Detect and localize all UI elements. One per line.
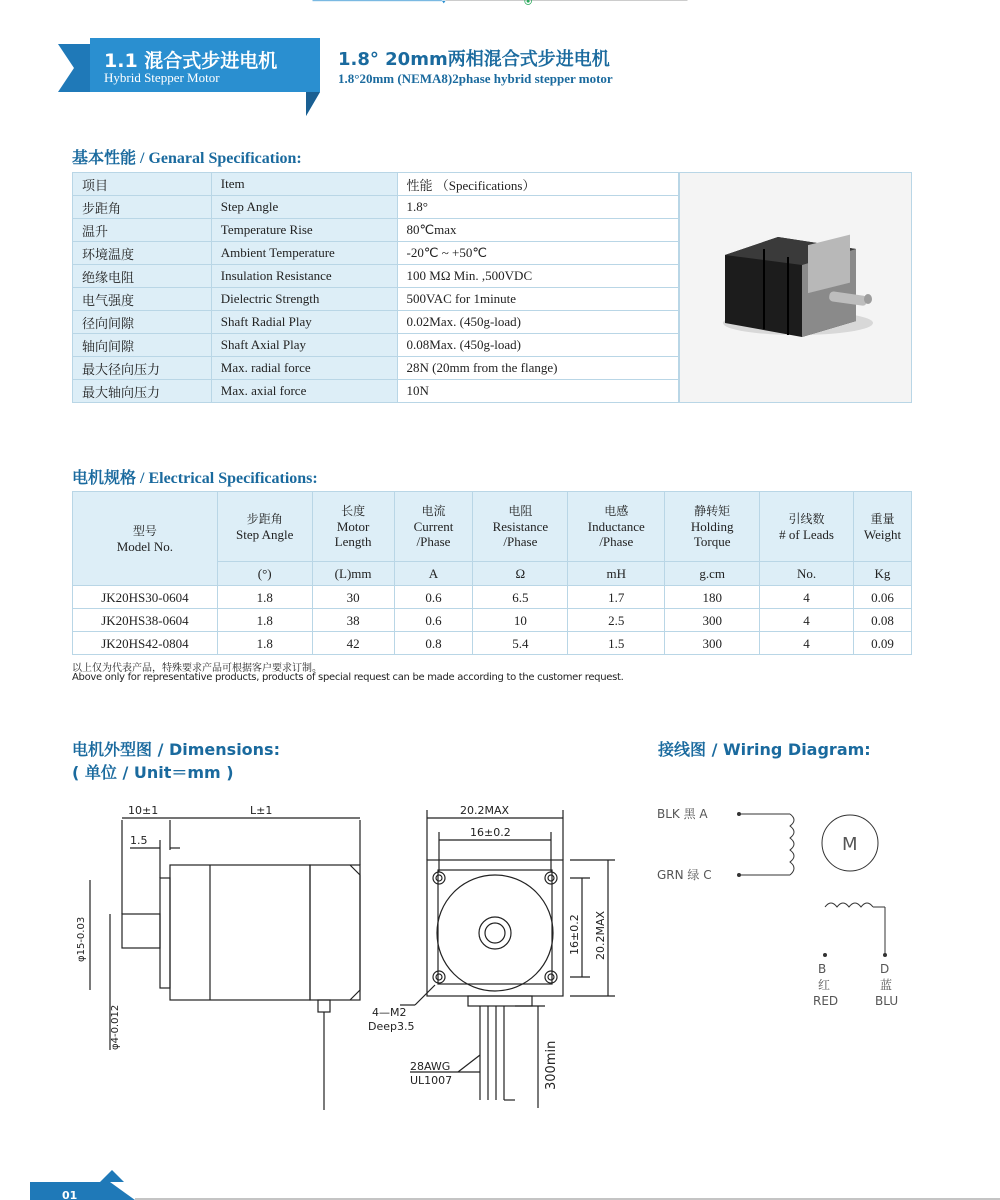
electrical-cell: 300 [665, 609, 760, 632]
dim-height-max: 20.2MAX [594, 910, 607, 960]
electrical-spec-table [72, 491, 912, 655]
dim-depth: Deep3.5 [368, 1020, 415, 1033]
dim-hole-pitch-v: 16±0.2 [568, 914, 581, 955]
section-title-cn: 1.1 混合式步进电机 [104, 50, 278, 72]
electrical-header-cn: 重量 [870, 511, 895, 526]
electrical-unit-cell: (°) [217, 562, 312, 586]
electrical-header-cn: 引线数 [788, 511, 825, 526]
general-spec-row [73, 380, 679, 403]
electrical-header-en1: Inductance [587, 519, 645, 534]
electrical-cell: 300 [665, 632, 760, 655]
electrical-header-cn: 电阻 [508, 504, 533, 518]
electrical-unit-cell: A [394, 562, 473, 586]
electrical-header-cell [394, 492, 473, 562]
electrical-cell: JK20HS42-0804 [73, 632, 218, 655]
general-spec-en: Insulation Resistance [211, 265, 397, 288]
electrical-cell: 1.8 [217, 632, 312, 655]
general-spec-table [72, 172, 679, 403]
general-spec-en: Dielectric Strength [211, 288, 397, 311]
general-spec-en: Shaft Radial Play [211, 311, 397, 334]
footer-bar [0, 1170, 1000, 1200]
dimensions-unit: ( 单位 / Unit＝mm ) [72, 763, 234, 782]
general-spec-en: Max. radial force [211, 357, 397, 380]
electrical-header-en2: /Phase [599, 534, 634, 549]
electrical-header-cn: 型号 [132, 523, 157, 538]
general-spec-row [73, 196, 679, 219]
dim-body-len: L±1 [250, 804, 273, 817]
dim-holes: 4—M2 [372, 1006, 407, 1019]
electrical-unit-cell: Kg [853, 562, 911, 586]
electrical-cell: 0.09 [853, 632, 911, 655]
general-spec-val: 1.8° [397, 196, 678, 219]
general-spec-cn: 绝缘电阻 [73, 265, 212, 288]
electrical-cell: 1.7 [568, 586, 665, 609]
general-spec-en: Max. axial force [211, 380, 397, 403]
wiring-diagram [655, 795, 915, 1025]
electrical-header-cn: 电感 [604, 504, 629, 518]
dim-boss-dia: φ15-0.03 [76, 916, 87, 962]
dim-lead-len: 300min [544, 1040, 559, 1090]
electrical-header-cn: 静转矩 [694, 504, 731, 518]
wire-d-letter: D [880, 962, 890, 976]
general-spec-row [73, 334, 679, 357]
motor-symbol: M [842, 834, 858, 855]
wiring-heading: 接线图 / Wiring Diagram: [658, 740, 871, 759]
electrical-unit-cell: No. [760, 562, 854, 586]
general-spec-row [73, 242, 679, 265]
electrical-unit-cell: g.cm [665, 562, 760, 586]
wire-b-en: RED [813, 994, 839, 1008]
electrical-cell: 4 [760, 609, 854, 632]
electrical-cell: 38 [312, 609, 394, 632]
electrical-header-en1: Weight [863, 526, 902, 542]
general-spec-cn: 项目 [73, 173, 212, 196]
general-spec-row [73, 288, 679, 311]
general-spec-val: 0.08Max. (450g-load) [397, 334, 678, 357]
general-spec-cn: 步距角 [73, 196, 212, 219]
electrical-header-cn: 步距角 [246, 511, 283, 526]
motor-photo [679, 172, 912, 403]
dim-ul: UL1007 [410, 1074, 453, 1087]
electrical-row [73, 632, 912, 655]
electrical-header-en1: Model No. [116, 538, 174, 554]
general-spec-val: 100 MΩ Min. ,500VDC [397, 265, 678, 288]
electrical-cell: 10 [473, 609, 568, 632]
electrical-cell: JK20HS38-0604 [73, 609, 218, 632]
electrical-cell: 0.08 [853, 609, 911, 632]
electrical-header-en2: /Phase [503, 534, 538, 549]
electrical-header-cell [665, 492, 760, 562]
electrical-header-en2: Torque [693, 534, 731, 549]
electrical-cell: 0.6 [394, 586, 473, 609]
general-spec-cn: 电气强度 [73, 288, 212, 311]
electrical-header-en1: Holding [690, 519, 734, 534]
electrical-header-en1: Motor [336, 519, 370, 534]
general-spec-en: Step Angle [211, 196, 397, 219]
electrical-header-en1: Current [413, 519, 454, 534]
electrical-cell: 180 [665, 586, 760, 609]
dim-shaft-dia: φ4-0.012 [110, 1004, 121, 1050]
wire-c-label: GRN 绿 C [657, 868, 712, 882]
product-title-en: 1.8°20mm (NEMA8)2phase hybrid stepper motor [338, 71, 613, 86]
electrical-row [73, 586, 912, 609]
dim-hole-pitch: 16±0.2 [470, 826, 511, 839]
electrical-spec-heading: 电机规格 / Electrical Specifications: [72, 470, 318, 487]
dim-width-max: 20.2MAX [460, 804, 510, 817]
general-spec-en: Item [211, 173, 397, 196]
general-spec-val: 500VAC for 1minute [397, 288, 678, 311]
electrical-header-cell [473, 492, 568, 562]
general-spec-val: 10N [397, 380, 678, 403]
electrical-header-cn: 电流 [421, 504, 446, 518]
page-number: 01 [62, 1189, 78, 1200]
general-spec-cn: 最大轴向压力 [73, 380, 212, 403]
general-spec-val: 80℃max [397, 219, 678, 242]
product-title-cn: 1.8° 20mm两相混合式步进电机 [338, 49, 610, 70]
dim-awg: 28AWG [410, 1060, 451, 1073]
electrical-header-cn: 长度 [341, 504, 366, 518]
general-spec-row [73, 265, 679, 288]
dimensions-heading: 电机外型图 / Dimensions: [72, 740, 280, 759]
electrical-header-cell [568, 492, 665, 562]
general-spec-cn: 温升 [73, 219, 212, 242]
electrical-header-cell [217, 492, 312, 562]
dim-shaft-len: 10±1 [128, 804, 159, 817]
general-spec-cn: 环境温度 [73, 242, 212, 265]
electrical-cell: 0.06 [853, 586, 911, 609]
general-spec-row [73, 357, 679, 380]
electrical-unit-cell: Ω [473, 562, 568, 586]
electrical-header-en1: # of Leads [779, 526, 834, 542]
electrical-cell: 5.4 [473, 632, 568, 655]
electrical-cell: 1.8 [217, 609, 312, 632]
electrical-cell: 6.5 [473, 586, 568, 609]
electrical-header-cell [312, 492, 394, 562]
electrical-cell: 4 [760, 586, 854, 609]
dimension-drawing [60, 790, 620, 1120]
electrical-row [73, 609, 912, 632]
motor-front [427, 860, 563, 996]
general-spec-cn: 轴向间隙 [73, 334, 212, 357]
wire-b-letter: B [818, 962, 827, 976]
dim-flange: 1.5 [130, 834, 148, 847]
general-spec-cn: 径向间隙 [73, 311, 212, 334]
electrical-header-en2: /Phase [416, 534, 451, 549]
electrical-cell: 2.5 [568, 609, 665, 632]
general-spec-en: Temperature Rise [211, 219, 397, 242]
electrical-unit-cell: (L)mm [312, 562, 394, 586]
electrical-cell: 1.8 [217, 586, 312, 609]
general-spec-val: -20℃ ~ +50℃ [397, 242, 678, 265]
electrical-header-en2: Length [334, 534, 372, 549]
general-spec-val: 性能 （Specifications） [397, 173, 678, 196]
wire-d-en: BLU [875, 994, 899, 1008]
general-spec-cn: 最大径向压力 [73, 357, 212, 380]
wire-a-label: BLK 黑 A [657, 807, 708, 821]
electrical-unit-cell: mH [568, 562, 665, 586]
general-spec-val: 28N (20mm from the flange) [397, 357, 678, 380]
electrical-cell: 42 [312, 632, 394, 655]
section-title-en: Hybrid Stepper Motor [104, 70, 220, 85]
note-cn: 以上仅为代表产品，特殊要求产品可根据客户要求订制。 [72, 663, 322, 674]
electrical-header-cell [853, 492, 911, 562]
general-spec-row [73, 219, 679, 242]
electrical-cell: 0.6 [394, 609, 473, 632]
motor-body-side [170, 865, 310, 1000]
note-en: Above only for representative products, products of special request can be made according to the customer request. [72, 672, 624, 683]
general-spec-val: 0.02Max. (450g-load) [397, 311, 678, 334]
electrical-cell: JK20HS30-0604 [73, 586, 218, 609]
top-decoration [0, 0, 1000, 6]
general-spec-heading: 基本性能 / Genaral Specification: [72, 150, 302, 167]
electrical-cell: 1.5 [568, 632, 665, 655]
electrical-header-en1: Step Angle [236, 526, 294, 542]
electrical-header-en1: Resistance [492, 519, 549, 534]
shaft-side [122, 914, 160, 948]
general-spec-row [73, 173, 679, 196]
general-spec-row [73, 311, 679, 334]
motor-image [680, 173, 911, 402]
electrical-header-cell [73, 492, 218, 586]
general-spec-en: Shaft Axial Play [211, 334, 397, 357]
wire-b-cn: 红 [818, 978, 831, 992]
general-spec-en: Ambient Temperature [211, 242, 397, 265]
electrical-header-cell [760, 492, 854, 562]
wire-d-cn: 蓝 [880, 978, 893, 992]
electrical-cell: 0.8 [394, 632, 473, 655]
electrical-cell: 30 [312, 586, 394, 609]
electrical-cell: 4 [760, 632, 854, 655]
electrical-header-row [73, 492, 912, 562]
